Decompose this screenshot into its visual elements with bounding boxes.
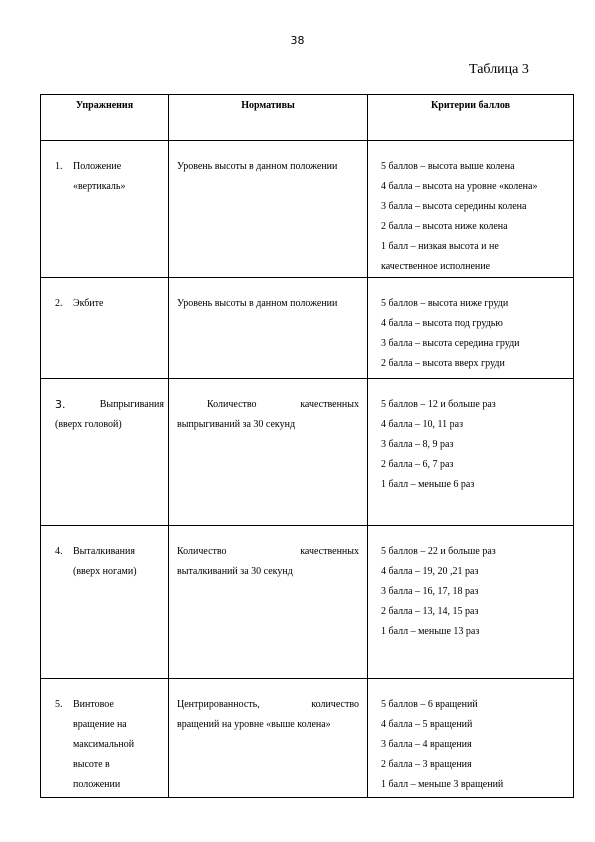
criteria-cell <box>368 278 574 379</box>
norm-text <box>169 679 367 735</box>
table-row <box>41 526 574 679</box>
norm-line: вращений на уровне «выше колена» <box>177 719 331 730</box>
criteria-cell <box>368 526 574 679</box>
norm-cell <box>169 679 368 798</box>
criteria-item: 4 балла – высота под грудью <box>381 318 503 329</box>
criteria-item: 5 баллов – 22 и больше раз <box>381 546 496 557</box>
exercise-name-line: высоте в <box>73 759 110 770</box>
exercise-name-line: вращение на <box>73 719 127 730</box>
norm-text: Уровень высоты в данном положении <box>177 161 338 172</box>
exercise-name-line: Экбите <box>73 298 104 309</box>
exercise-cell <box>41 379 169 526</box>
header-exercises: Упражнения <box>41 95 169 141</box>
table-caption: Таблица 3 <box>469 62 529 77</box>
criteria-item: 4 балла – высота на уровне «колена» <box>381 181 538 192</box>
norm-line <box>177 695 359 715</box>
exercise-cell <box>41 526 169 679</box>
criteria-item: 3 балла – 8, 9 раз <box>381 439 454 450</box>
criteria-item: 2 балла – 13, 14, 15 раз <box>381 606 479 617</box>
exercise-name <box>73 294 164 314</box>
exercise-name-line: Положение <box>73 161 122 172</box>
criteria-cell <box>368 141 574 278</box>
exercise-name-line: максимальной <box>73 739 135 750</box>
criteria-item: 1 балл – низкая высота и не качественное исполнение <box>381 241 499 272</box>
norm-word: Центрированность, <box>177 699 260 710</box>
exercise-name <box>73 695 164 795</box>
exercise-name <box>73 395 164 415</box>
criteria-table <box>40 94 574 798</box>
criteria-item: 5 баллов – высота ниже груди <box>381 298 509 309</box>
norm-text <box>169 526 367 582</box>
criteria-item: 5 баллов – 6 вращений <box>381 699 478 710</box>
exercise-cell <box>41 141 169 278</box>
exercise-name <box>73 542 164 582</box>
table-row <box>41 679 574 798</box>
criteria-item: 5 баллов – высота выше колена <box>381 161 515 172</box>
exercise-name-line: «вертикаль» <box>73 181 126 192</box>
norm-cell <box>169 526 368 679</box>
exercise-name-line: Выталкивания <box>73 546 135 557</box>
criteria-cell <box>368 679 574 798</box>
exercise-number: 4. <box>55 546 63 557</box>
table-row <box>41 278 574 379</box>
criteria-item: 3 балла – 16, 17, 18 раз <box>381 586 479 597</box>
norm-text: Уровень высоты в данном положении <box>177 298 338 309</box>
criteria-item: 1 балл – меньше 6 раз <box>381 479 475 490</box>
exercise-name-line: (вверх головой) <box>55 419 122 430</box>
norm-word: качественных <box>300 399 359 410</box>
norm-line: выталкиваний за 30 секунд <box>177 566 293 577</box>
norm-cell <box>169 141 368 278</box>
exercise-name-line: Выпрыгивания <box>99 399 164 410</box>
norm-word: качественных <box>300 546 359 557</box>
criteria-item: 5 баллов – 12 и больше раз <box>381 399 496 410</box>
norm-word: Количество <box>207 399 257 410</box>
criteria-item: 2 балла – 3 вращения <box>381 759 472 770</box>
criteria-item: 3 балла – 4 вращения <box>381 739 472 750</box>
table-row <box>41 379 574 526</box>
norm-cell <box>169 278 368 379</box>
criteria-cell <box>368 379 574 526</box>
criteria-item: 4 балла – 5 вращений <box>381 719 473 730</box>
exercise-name-line: (вверх ногами) <box>73 566 137 577</box>
header-criteria: Критерии баллов <box>368 95 574 141</box>
exercise-name-line: Винтовое <box>73 699 114 710</box>
exercise-number: 2. <box>55 298 63 309</box>
criteria-item: 2 балла – 6, 7 раз <box>381 459 454 470</box>
header-norms: Нормативы <box>169 95 368 141</box>
criteria-item: 4 балла – 19, 20 ,21 раз <box>381 566 479 577</box>
exercise-cell <box>41 679 169 798</box>
criteria-item: 1 балл – меньше 13 раз <box>381 626 480 637</box>
criteria-item: 2 балла – высота ниже колена <box>381 221 508 232</box>
norm-word: Количество <box>177 546 227 557</box>
exercise-name <box>73 157 164 197</box>
table-header-row <box>41 95 574 141</box>
norm-cell <box>169 379 368 526</box>
criteria-item: 3 балла – высота середины колена <box>381 201 527 212</box>
norm-line <box>177 542 359 562</box>
norm-text <box>169 379 367 435</box>
criteria-item: 1 балл – меньше 3 вращений <box>381 779 504 790</box>
norm-line <box>177 395 359 415</box>
table-row <box>41 141 574 278</box>
exercise-name-line: положении <box>73 779 121 790</box>
page-number: 38 <box>290 34 305 47</box>
exercise-number: 5. <box>55 699 63 710</box>
norm-line: выпрыгиваний за 30 секунд <box>177 419 296 430</box>
exercise-cell <box>41 278 169 379</box>
exercise-number: 1. <box>55 161 63 172</box>
norm-word: количество <box>311 699 359 710</box>
criteria-item: 4 балла – 10, 11 раз <box>381 419 464 430</box>
criteria-item: 2 балла – высота вверх груди <box>381 358 505 369</box>
criteria-item: 3 балла – высота середина груди <box>381 338 520 349</box>
exercise-number: 3. <box>55 398 66 411</box>
